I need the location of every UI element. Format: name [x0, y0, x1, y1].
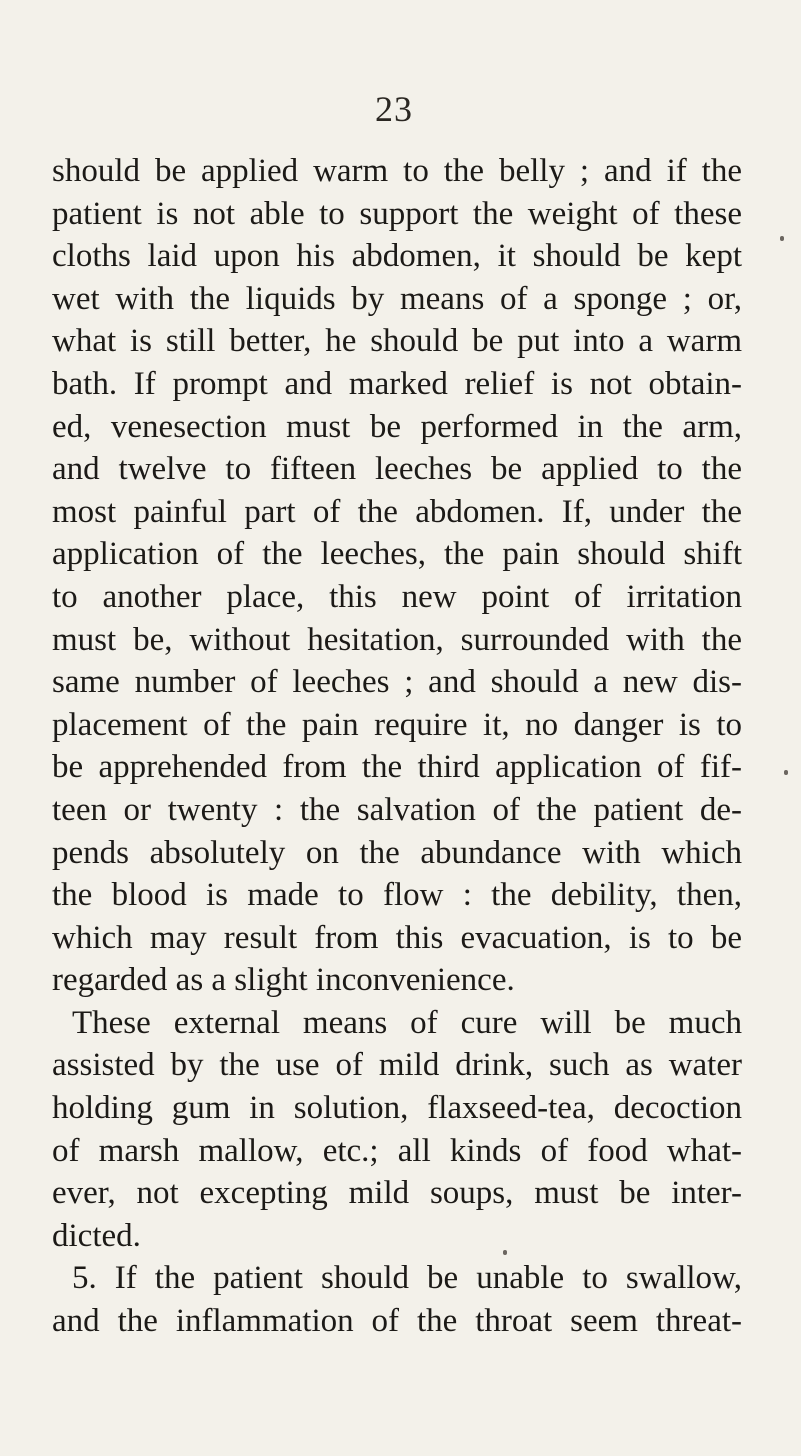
- text-line: and the inflammation of the throat seem threat-: [52, 1303, 742, 1340]
- text-line: bath. If prompt and marked relief is not obtain-: [52, 365, 742, 402]
- text-line: what is still better, he should be put into a warm: [52, 323, 742, 360]
- text-line: ed, venesection must be performed in the arm,: [52, 408, 742, 445]
- text-line: pends absolutely on the abundance with which: [52, 834, 742, 871]
- text-line: cloths laid upon his abdomen, it should be kept: [52, 238, 742, 275]
- text-line: and twelve to fifteen leeches be applied to the: [52, 451, 742, 488]
- text-line: must be, without hesitation, surrounded with the: [52, 621, 742, 658]
- text-line: should be applied warm to the belly ; and if the: [52, 153, 742, 189]
- paper-speck: [503, 1250, 507, 1255]
- text-line: same number of leeches ; and should a new dis-: [52, 664, 742, 701]
- text-line: most painful part of the abdomen. If, under the: [52, 493, 742, 530]
- text-line: be apprehended from the third application of fif-: [52, 749, 742, 786]
- text-line: patient is not able to support the weight of these: [52, 195, 742, 232]
- text-line: the blood is made to flow : the debility, then,: [52, 877, 742, 914]
- text-line: ever, not excepting mild soups, must be inter-: [52, 1175, 742, 1212]
- text-line: 5. If the patient should be unable to swallow,: [72, 1260, 742, 1297]
- page-number: 23: [375, 89, 413, 129]
- text-line: which may result from this evacuation, is to be: [52, 919, 742, 956]
- paper-speck: [780, 236, 784, 241]
- text-line: teen or twenty : the salvation of the patient de-: [52, 791, 742, 828]
- text-line: wet with the liquids by means of a sponge ; or,: [52, 280, 742, 317]
- text-line: assisted by the use of mild drink, such as water: [52, 1047, 742, 1084]
- text-line: to another place, this new point of irritation: [52, 578, 742, 615]
- text-line: These external means of cure will be much: [72, 1004, 742, 1041]
- text-line: regarded as a slight inconvenience.: [52, 962, 515, 999]
- text-line: placement of the pain require it, no danger is to: [52, 706, 742, 743]
- text-line: application of the leeches, the pain should shift: [52, 536, 742, 573]
- body-text: [52, 150, 742, 1343]
- text-line: holding gum in solution, flaxseed-tea, decoction: [52, 1090, 742, 1127]
- text-line: dicted.: [52, 1217, 141, 1254]
- text-line: of marsh mallow, etc.; all kinds of food what-: [52, 1132, 742, 1169]
- paper-speck: [784, 770, 788, 775]
